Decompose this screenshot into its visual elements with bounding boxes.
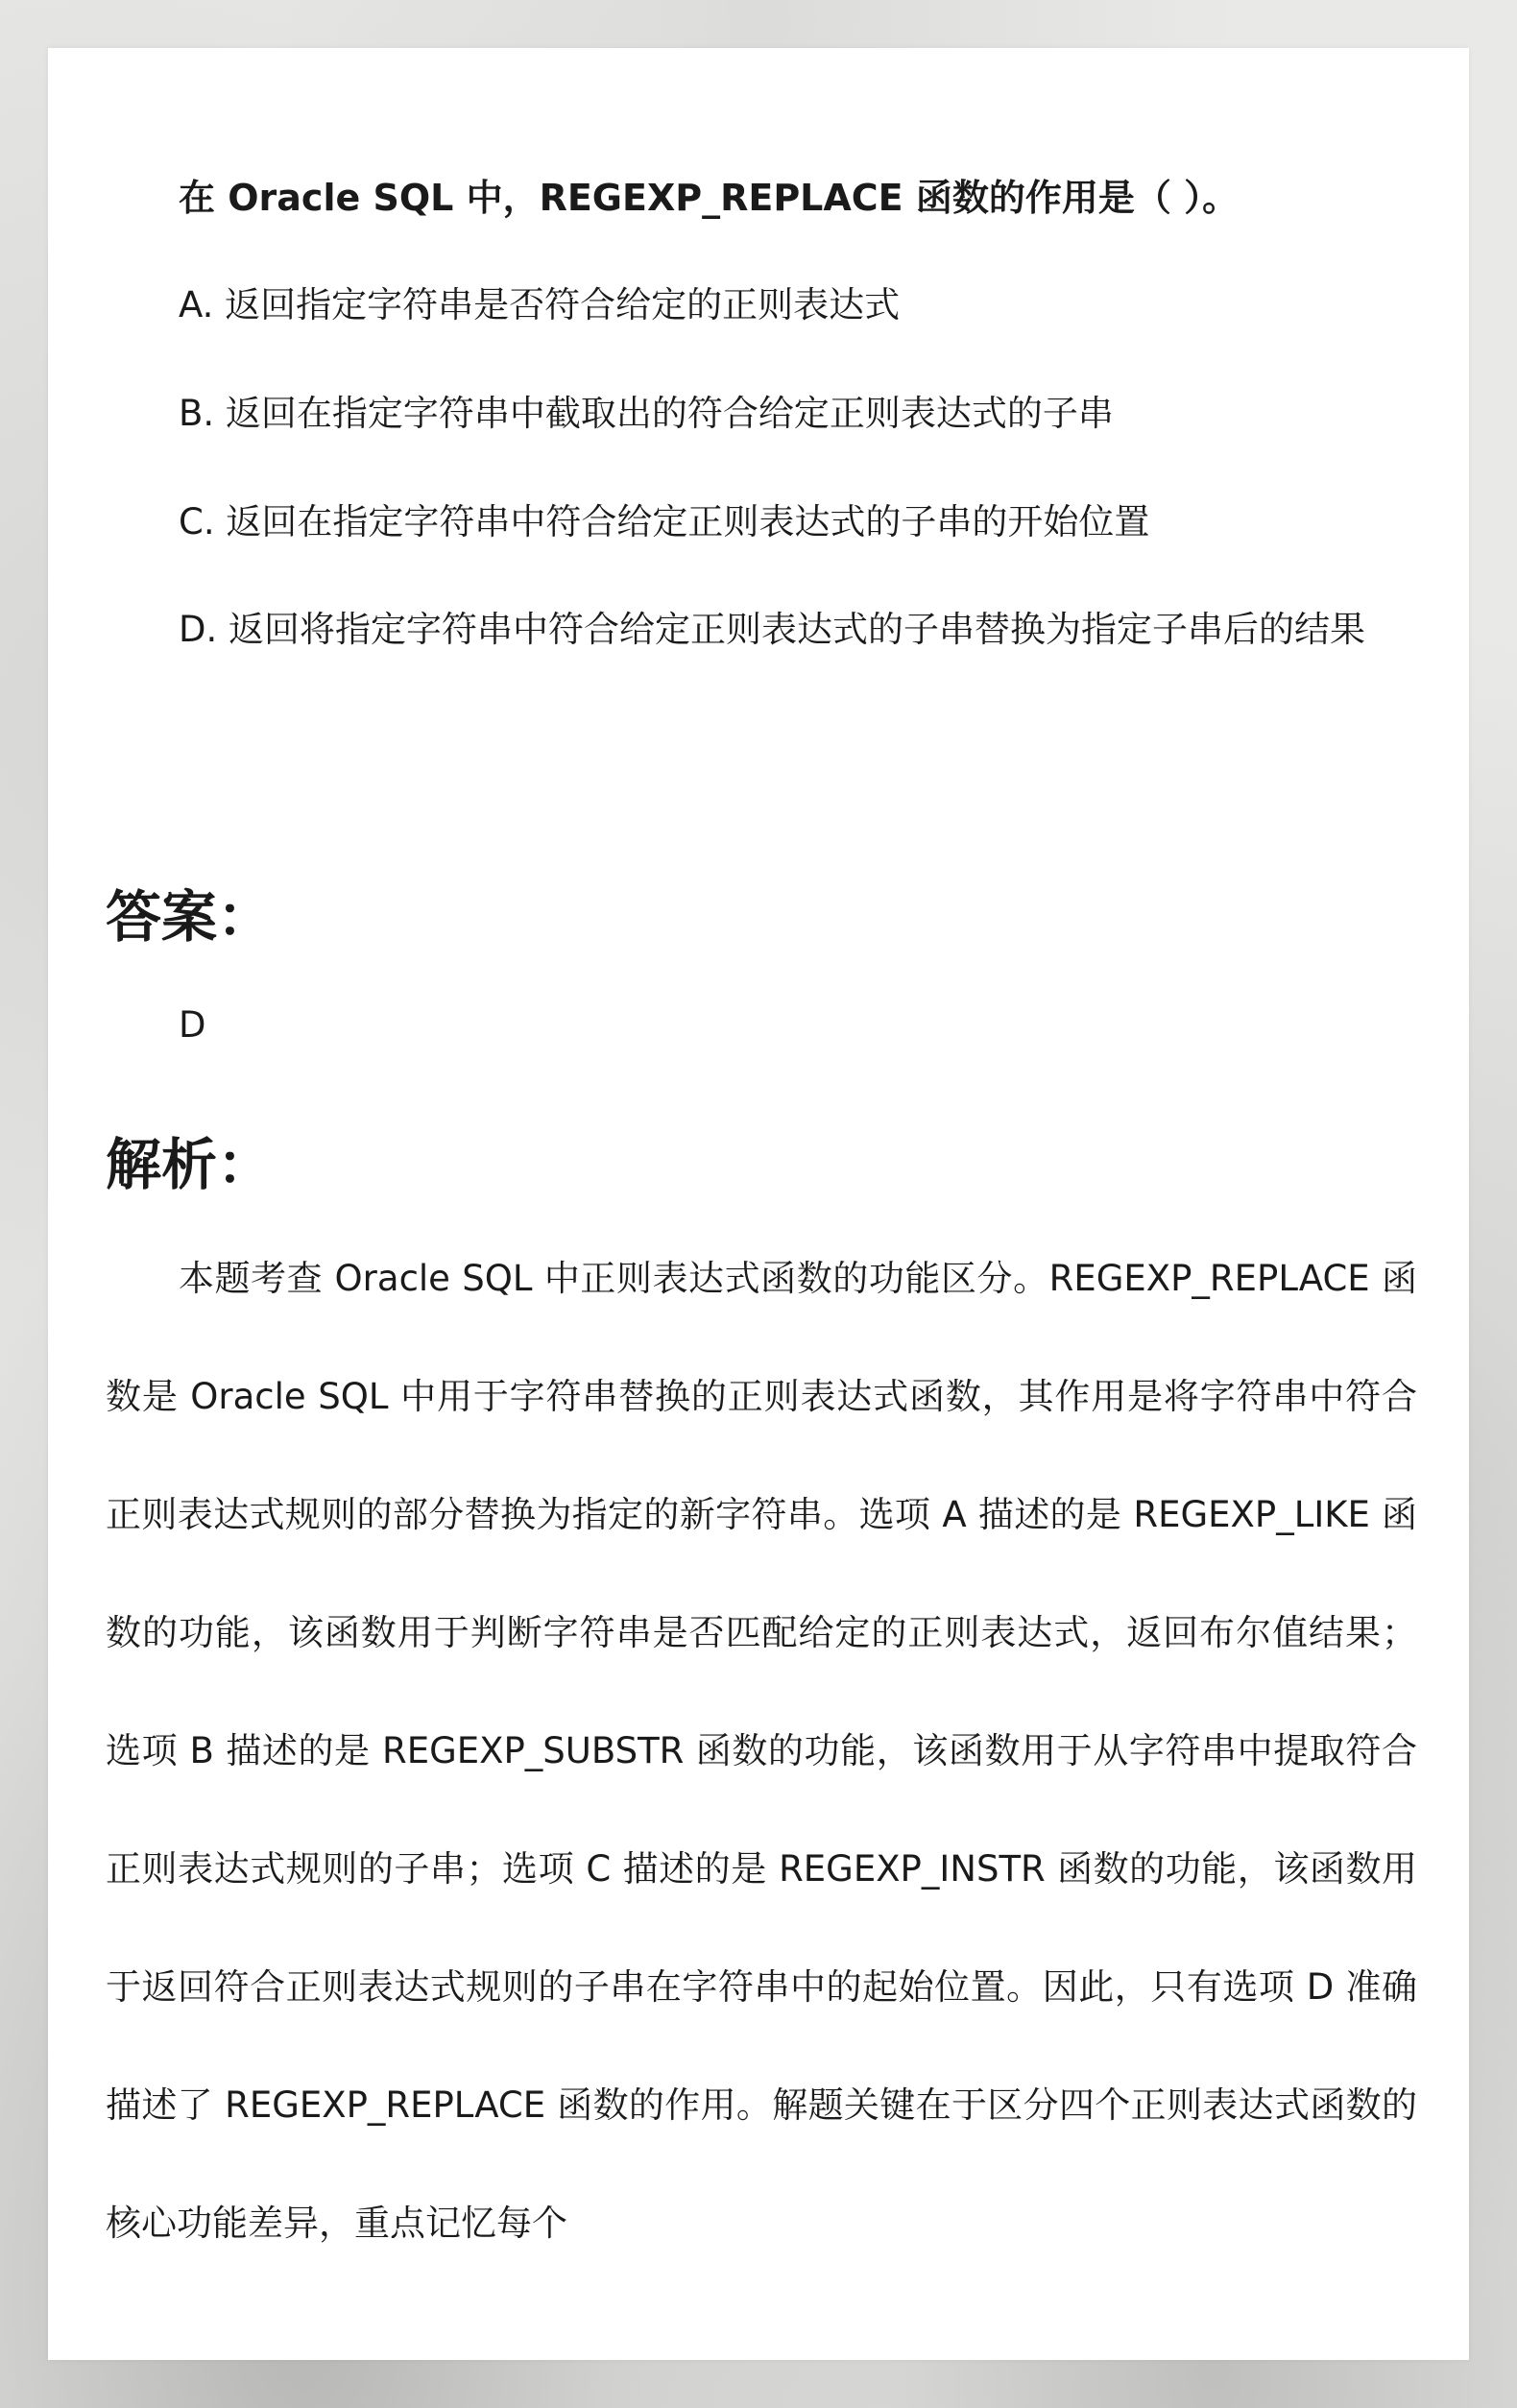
document-page (48, 48, 1469, 2360)
answer-value: D (179, 1004, 206, 1046)
analysis-heading: 解析： (106, 1132, 274, 1197)
analysis-text: 本题考查 Oracle SQL 中正则表达式函数的功能区分。REGEXP_REPLACE 函数是 Oracle SQL 中用于字符串替换的正则表达式函数，其作用是将字符串中符合正则表达式规则的部分替换为指定的新字符串。选项 A 描述的是 REGEXP_LIKE 函数的功能，该函数用于判断字符串是否匹配给定的正则表达式，返回布尔值结果；选项 B 描述的是 REGEXP_SUBSTR 函数的功能，该函数用于从字符串中提取符合正则表达式规则的子串；选项 C 描述的是 REGEXP_INSTR 函数的功能，该函数用于返回符合正则表达式规则的子串在字符串中的起始位置。因此，只有选项 D 准确描述了 REGEXP_REPLACE 函数的作用。解题关键在于区分四个正则表达式函数的核心功能差异，重点记忆每个 (106, 1258, 1417, 2244)
answer-heading: 答案： (106, 884, 274, 950)
option-a: A. 返回指定字符串是否符合给定的正则表达式 (179, 284, 901, 325)
option-b: B. 返回在指定字符串中截取出的符合给定正则表达式的子串 (179, 393, 1114, 434)
option-c: C. 返回在指定字符串中符合给定正则表达式的子串的开始位置 (179, 501, 1150, 542)
option-d: D. 返回将指定字符串中符合给定正则表达式的子串替换为指定子串后的结果 (179, 609, 1366, 650)
question-text: 在 Oracle SQL 中，REGEXP_REPLACE 函数的作用是（ ）。 (179, 177, 1240, 219)
